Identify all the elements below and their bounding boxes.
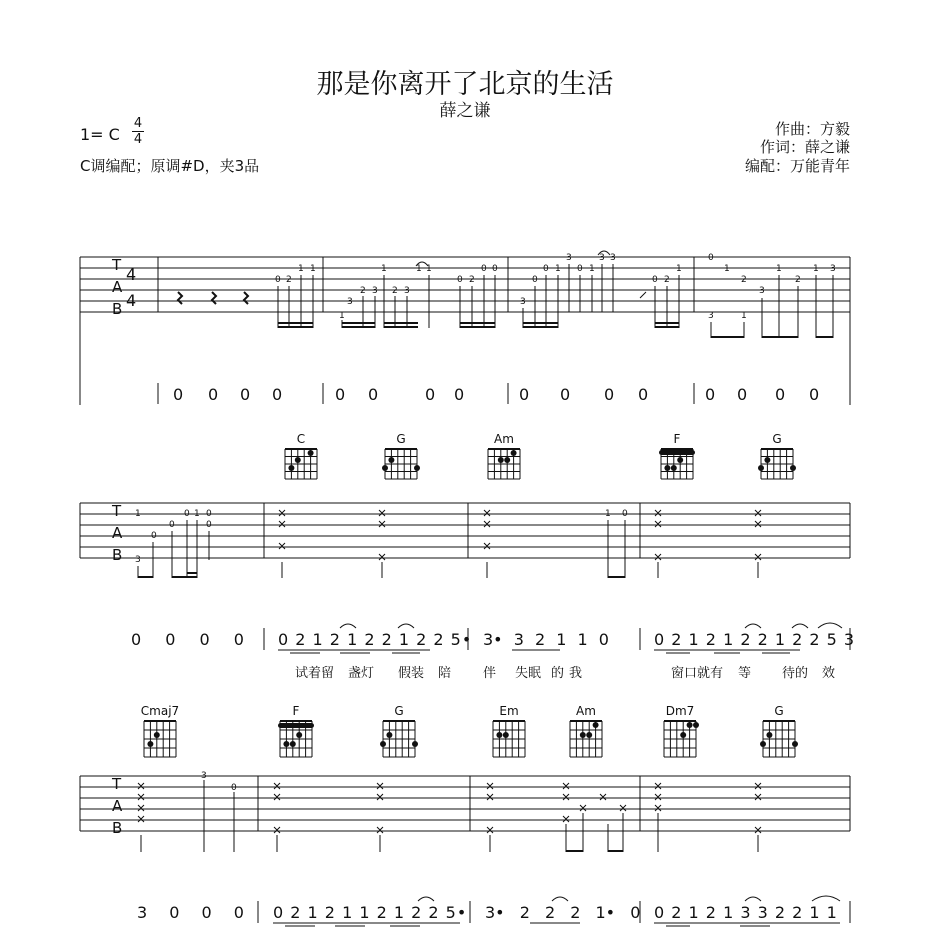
tab-staff-3	[80, 776, 850, 831]
chord-name: G	[774, 704, 784, 718]
svg-text:1: 1	[135, 509, 141, 519]
lyric: 试着留	[295, 666, 335, 681]
jianpu-measure: 0 2 1 2 1 2 2 1 2 2 5•	[278, 630, 473, 649]
chord-name: Dm7	[665, 704, 695, 718]
svg-text:3: 3	[520, 297, 526, 307]
jianpu-note: 0	[604, 385, 615, 404]
svg-text:0: 0	[543, 264, 549, 274]
tab-frets-1	[275, 253, 836, 321]
jianpu-measure: 0 2 1 2 1 3 3 2 2 1 1	[654, 903, 838, 922]
lyric: 假装	[398, 666, 425, 681]
svg-text:0: 0	[169, 520, 175, 530]
svg-text:3: 3	[610, 253, 616, 263]
svg-text:3: 3	[830, 264, 836, 274]
chord-name: C	[296, 432, 306, 446]
svg-text:3: 3	[201, 771, 207, 781]
svg-text:3: 3	[347, 297, 353, 307]
tab-strums-2	[138, 510, 815, 578]
arrangement-note: C调编配；原调#D，夹3品	[80, 157, 260, 175]
lyric: 的	[551, 666, 565, 681]
svg-text:3: 3	[372, 286, 378, 296]
composer-credit: 作曲：方毅	[774, 120, 850, 138]
svg-text:2: 2	[360, 286, 366, 296]
lyric: 效	[822, 666, 836, 681]
tab-rests-1	[178, 292, 248, 304]
tab-letter-t: T	[112, 775, 122, 793]
svg-text:1: 1	[741, 311, 747, 321]
chord-name: G	[396, 432, 406, 446]
lyric: 窗口就有	[671, 666, 724, 681]
svg-text:1: 1	[310, 264, 316, 274]
chord-name: Em	[499, 704, 519, 718]
jianpu-note: 0	[335, 385, 346, 404]
svg-text:3: 3	[566, 253, 572, 263]
tab-frets-3	[201, 771, 237, 793]
svg-text:1: 1	[194, 509, 200, 519]
svg-text:0: 0	[492, 264, 498, 274]
tab-letter-a: A	[112, 278, 123, 296]
svg-text:0: 0	[457, 275, 463, 285]
tab-strums-3	[138, 780, 815, 852]
lyric: 盏灯	[348, 666, 375, 681]
song-title: 那是你离开了北京的生活	[316, 69, 614, 100]
lyric: 失眠	[515, 666, 542, 681]
chord-name: Cmaj7	[140, 704, 180, 718]
svg-text:3: 3	[759, 286, 765, 296]
jianpu-measure: 3• 2 2 2 1• 0	[485, 903, 641, 922]
chord-name: G	[394, 704, 404, 718]
svg-text:2: 2	[392, 286, 398, 296]
jianpu-note: 0	[173, 385, 184, 404]
jianpu-note: 0	[368, 385, 379, 404]
tab-letter-b: B	[112, 546, 123, 564]
svg-text:0: 0	[206, 520, 212, 530]
svg-text:1: 1	[776, 264, 782, 274]
svg-text:1: 1	[724, 264, 730, 274]
svg-text:0: 0	[231, 783, 237, 793]
lyric: 我	[569, 666, 583, 681]
jianpu-note: 0	[519, 385, 530, 404]
jianpu-row-2	[131, 630, 855, 649]
jianpu-note: 0	[775, 385, 786, 404]
svg-text:1: 1	[813, 264, 819, 274]
svg-text:0: 0	[184, 509, 190, 519]
tab-time-top: 4	[126, 265, 137, 284]
tab-time-bottom: 4	[126, 291, 137, 310]
key-signature: 1= C	[80, 125, 120, 144]
svg-text:2: 2	[795, 275, 801, 285]
tab-clef-1	[111, 256, 136, 318]
svg-text:1: 1	[426, 264, 432, 274]
lyric: 待的	[782, 666, 809, 681]
lyrics-row-2	[295, 665, 835, 681]
svg-text:0: 0	[577, 264, 583, 274]
jianpu-note: 0	[454, 385, 465, 404]
jianpu-note: 0	[425, 385, 436, 404]
tab-letter-b: B	[112, 819, 123, 837]
svg-text:2: 2	[469, 275, 475, 285]
jianpu-note: 0	[638, 385, 649, 404]
jianpu-note: 0	[208, 385, 219, 404]
svg-text:0: 0	[206, 509, 212, 519]
tab-letter-b: B	[112, 300, 123, 318]
tab-staff-1	[80, 257, 850, 405]
tab-beams-1	[278, 323, 833, 337]
jianpu-note: 0	[272, 385, 283, 404]
chord-name: Am	[576, 704, 596, 718]
svg-text:0: 0	[532, 275, 538, 285]
svg-text:1: 1	[555, 264, 561, 274]
svg-text:1: 1	[416, 264, 422, 274]
svg-text:2: 2	[286, 275, 292, 285]
jianpu-note: 0	[809, 385, 820, 404]
svg-text:3: 3	[708, 311, 714, 321]
jianpu-note: 0	[560, 385, 571, 404]
tab-letter-t: T	[112, 256, 122, 274]
chord-name: F	[673, 432, 681, 446]
lyric: 陪	[438, 666, 452, 681]
svg-text:0: 0	[481, 264, 487, 274]
jianpu-measure: 0 0 0 0	[131, 630, 244, 649]
svg-text:2: 2	[664, 275, 670, 285]
svg-text:3: 3	[599, 253, 605, 263]
svg-text:0: 0	[275, 275, 281, 285]
svg-text:3: 3	[404, 286, 410, 296]
svg-text:0: 0	[652, 275, 658, 285]
tab-letter-a: A	[112, 797, 123, 815]
svg-text:2: 2	[741, 275, 747, 285]
tab-letter-a: A	[112, 524, 123, 542]
svg-text:1: 1	[381, 264, 387, 274]
tab-clef-3	[111, 775, 123, 837]
chord-name: F	[292, 704, 300, 718]
jianpu-row-3	[137, 903, 838, 922]
svg-text:1: 1	[589, 264, 595, 274]
time-numerator: 4	[133, 116, 143, 131]
jianpu-note: 0	[737, 385, 748, 404]
svg-text:1: 1	[605, 509, 611, 519]
svg-text:0: 0	[151, 531, 157, 541]
chord-name: G	[772, 432, 782, 446]
jianpu-note: 0	[705, 385, 716, 404]
lyricist-credit: 作词：薛之谦	[759, 138, 850, 156]
jianpu-measure: 3• 3 2 1 1 0	[483, 630, 609, 649]
jianpu-measure: 0 2 1 2 1 2 2 1 2 2 5 3	[654, 630, 856, 649]
svg-text:1: 1	[339, 311, 345, 321]
svg-text:0: 0	[622, 509, 628, 519]
jianpu-measure: 0 2 1 2 1 1 2 1 2 2 5•	[273, 903, 468, 922]
time-denominator: 4	[133, 132, 143, 147]
arranger-credit: 编配：万能青年	[744, 157, 850, 175]
jianpu-note: 0	[240, 385, 251, 404]
svg-text:1: 1	[298, 264, 304, 274]
svg-text:1: 1	[676, 264, 682, 274]
singer-name: 薛之谦	[439, 101, 491, 121]
chord-name: Am	[494, 432, 514, 446]
jianpu-measure: 3 0 0 0	[137, 903, 244, 922]
svg-text:0: 0	[708, 253, 714, 263]
svg-text:3: 3	[135, 555, 141, 565]
tab-clef-2	[111, 502, 123, 564]
jianpu-row-1	[173, 385, 819, 404]
lyric: 伴	[483, 666, 497, 681]
tab-letter-t: T	[112, 502, 122, 520]
lyric: 等	[738, 666, 752, 681]
